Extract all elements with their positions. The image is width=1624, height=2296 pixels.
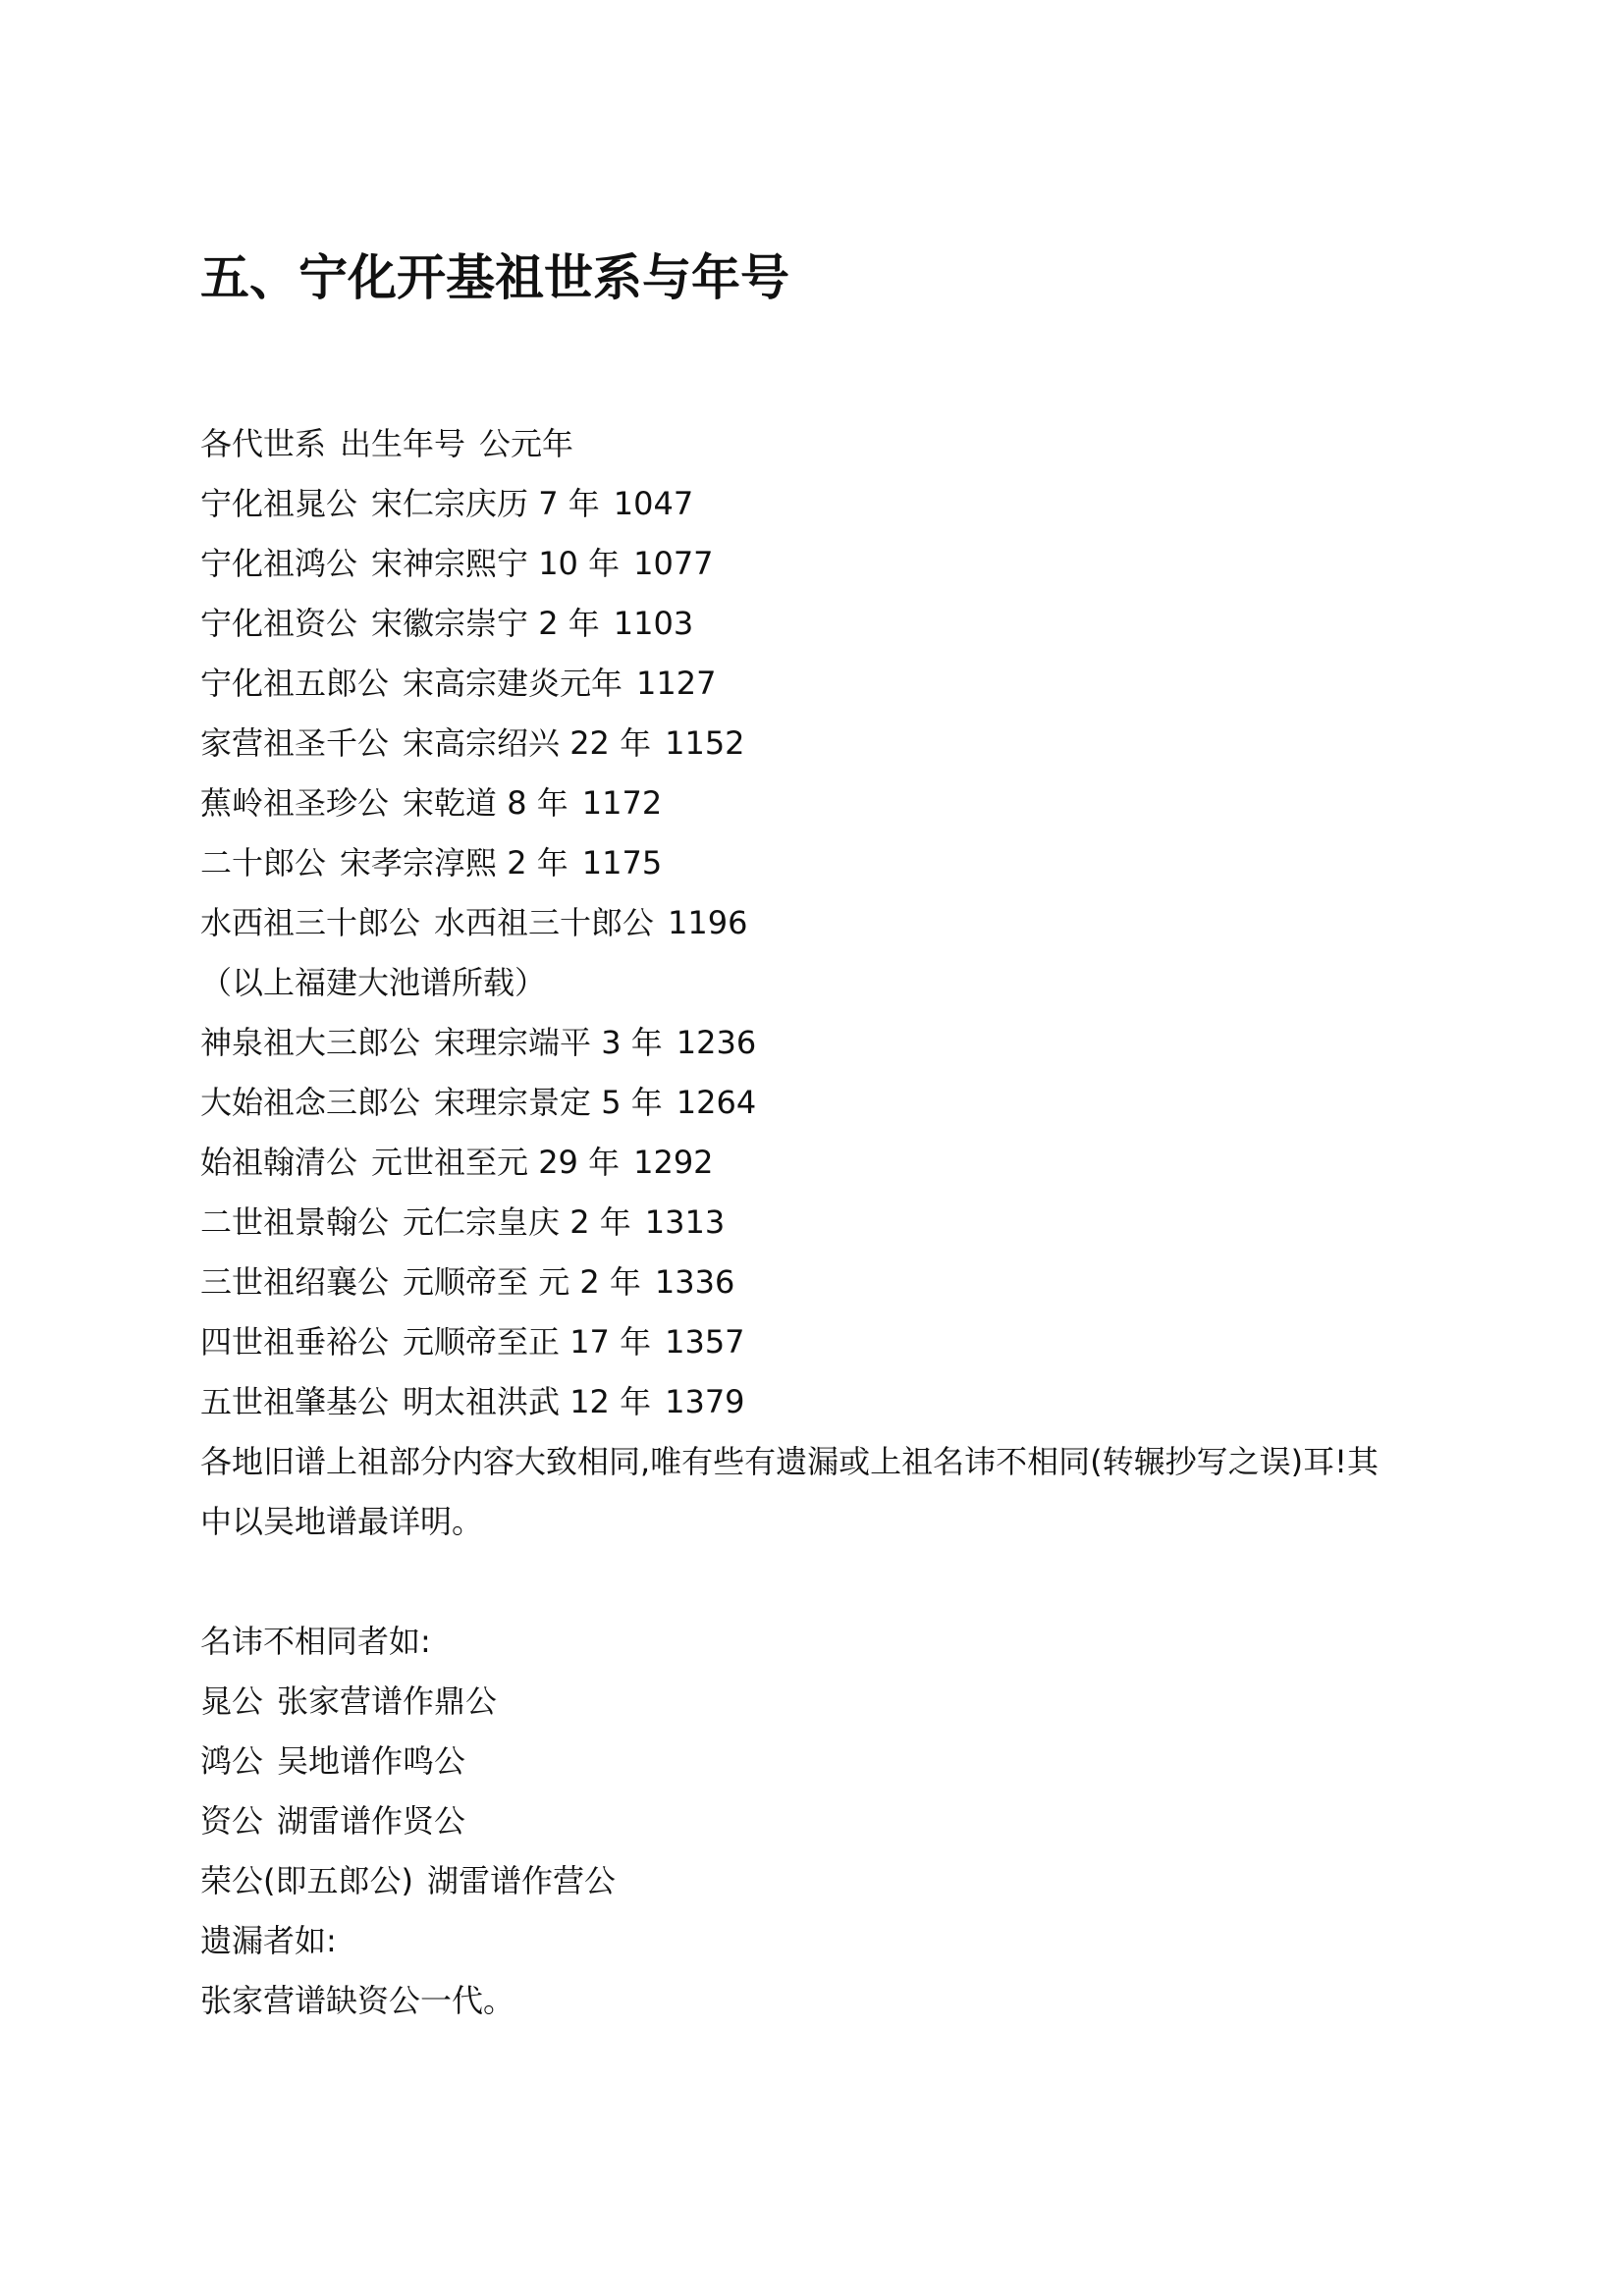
row-era: 元顺帝至正 17 年 (403, 1323, 652, 1361)
table-row (200, 720, 745, 767)
row-generation: 始祖翰清公 (200, 1144, 358, 1181)
row-era: 元顺帝至 元 2 年 (403, 1263, 641, 1301)
row-generation: 大始祖念三郎公 (200, 1084, 421, 1121)
name-variant: 吴地谱作鸣公 (277, 1742, 466, 1780)
table-row (200, 480, 693, 527)
table-row (200, 1258, 734, 1306)
row-era: 宋理宗景定 5 年 (434, 1084, 663, 1121)
row-generation: 水西祖三十郎公 (200, 904, 421, 941)
row-year: 1077 (633, 545, 714, 582)
row-year: 1313 (644, 1203, 726, 1241)
row-generation: 三世祖绍襄公 (200, 1263, 390, 1301)
row-era: 宋仁宗庆历 7 年 (371, 485, 600, 522)
list-item (200, 1797, 465, 1844)
row-generation: 神泉祖大三郎公 (200, 1024, 421, 1061)
list-item (200, 1857, 616, 1904)
table-row (200, 899, 747, 946)
row-generation: 二十郎公 (200, 844, 327, 881)
row-era: 宋乾道 8 年 (403, 784, 568, 822)
list-item (200, 1678, 497, 1725)
row-generation: 四世祖垂裕公 (200, 1323, 390, 1361)
row-year: 1047 (613, 485, 694, 522)
row-era: 明太祖洪武 12 年 (403, 1383, 652, 1420)
row-generation: 宁化祖鸿公 (200, 545, 358, 582)
header-year: 公元年 (479, 425, 574, 462)
row-year: 1103 (613, 605, 694, 642)
omissions-heading: 遗漏者如: (200, 1922, 337, 1959)
name-variant: 湖雷谱作营公 (426, 1862, 616, 1899)
name-original: 资公 (200, 1802, 264, 1840)
row-generation: 宁化祖资公 (200, 605, 358, 642)
name-original: 荣公(即五郎公) (200, 1862, 413, 1899)
table-row (200, 660, 716, 707)
table-row (200, 839, 662, 886)
row-year: 1172 (581, 784, 663, 822)
page-title: 五、宁化开基祖世系与年号 (200, 249, 789, 306)
table-row (200, 1318, 745, 1365)
row-era: 元世祖至元 29 年 (371, 1144, 621, 1181)
row-generation: 蕉岭祖圣珍公 (200, 784, 390, 822)
paragraph-line-1: 各地旧谱上祖部分内容大致相同,唯有些有遗漏或上祖名讳不相同(转辗抄写之误)耳!其 (200, 1443, 1379, 1480)
list-item (200, 1737, 465, 1785)
row-era: 元仁宗皇庆 2 年 (403, 1203, 631, 1241)
row-era: 宋高宗建炎元年 (403, 665, 623, 702)
table-row (200, 1079, 756, 1126)
row-year: 1379 (665, 1383, 745, 1420)
names-heading: 名讳不相同者如: (200, 1623, 431, 1660)
row-generation: 家营祖圣千公 (200, 724, 390, 762)
row-year: 1175 (581, 844, 663, 881)
name-original: 鸿公 (200, 1742, 264, 1780)
row-year: 1292 (633, 1144, 714, 1181)
row-year: 1196 (668, 904, 748, 941)
row-generation: 五世祖肇基公 (200, 1383, 390, 1420)
table-row (200, 600, 693, 647)
name-original: 晁公 (200, 1682, 264, 1720)
row-era: 宋神宗熙宁 10 年 (371, 545, 621, 582)
omissions-line: 张家营谱缺资公一代。 (200, 1982, 515, 2019)
source-note: （以上福建大池谱所载） (200, 964, 547, 1001)
row-year: 1336 (654, 1263, 735, 1301)
table-row (200, 1199, 725, 1246)
row-year: 1236 (676, 1024, 757, 1061)
header-generation: 各代世系 (200, 425, 327, 462)
row-era: 宋高宗绍兴 22 年 (403, 724, 652, 762)
row-year: 1152 (665, 724, 745, 762)
table-row (200, 779, 662, 827)
row-generation: 宁化祖五郎公 (200, 665, 390, 702)
row-generation: 二世祖景翰公 (200, 1203, 390, 1241)
row-generation: 宁化祖晁公 (200, 485, 358, 522)
name-variant: 湖雷谱作贤公 (277, 1802, 466, 1840)
paragraph-line-2: 中以吴地谱最详明。 (200, 1503, 484, 1540)
row-year: 1264 (676, 1084, 757, 1121)
table-row (200, 1139, 714, 1186)
row-era: 水西祖三十郎公 (434, 904, 655, 941)
table-row (200, 1378, 745, 1425)
table-row (200, 1019, 756, 1066)
row-era: 宋徽宗崇宁 2 年 (371, 605, 600, 642)
row-year: 1127 (636, 665, 717, 702)
header-era: 出生年号 (340, 425, 466, 462)
table-header (200, 420, 573, 467)
row-era: 宋孝宗淳熙 2 年 (340, 844, 568, 881)
table-row (200, 540, 714, 587)
row-year: 1357 (665, 1323, 745, 1361)
name-variant: 张家营谱作鼎公 (277, 1682, 498, 1720)
row-era: 宋理宗端平 3 年 (434, 1024, 663, 1061)
